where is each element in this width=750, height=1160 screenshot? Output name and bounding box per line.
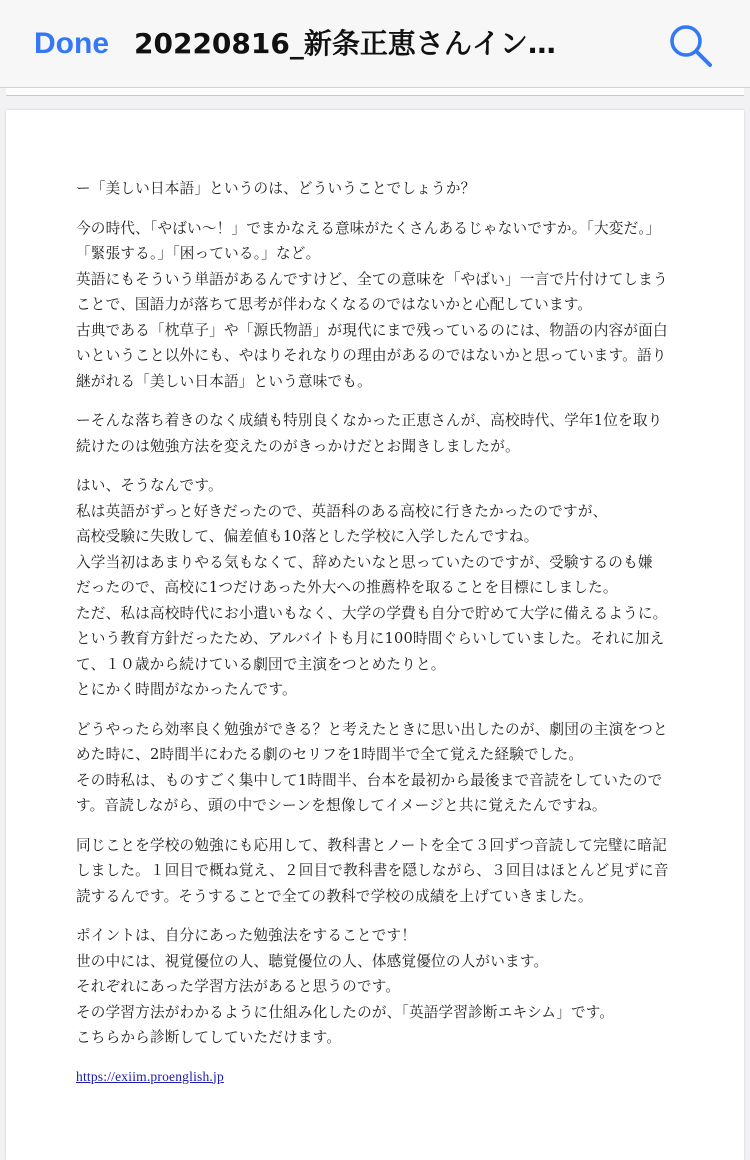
- paragraph: [76, 176, 681, 202]
- text-line: 古典である「枕草子」や「源氏物語」が現代にまで残っているのには、物語の内容が面白: [76, 321, 668, 339]
- paragraph: [76, 717, 681, 819]
- done-button[interactable]: Done: [34, 27, 109, 60]
- text-line: 英語にもそういう単語があるんですけど、全ての意味を「やばい」一言で片付けてしまう: [76, 270, 668, 288]
- text-line: だったので、高校に1つだけあった外大への推薦枠を取ることを目標にしました。: [76, 579, 618, 596]
- text-line: めた時に、2時間半にわたる劇のセリフを1時間半で全て覚えた経験でした。: [76, 746, 584, 763]
- text-line: 世の中には、視覚優位の人、聴覚優位の人、体感覚優位の人がいます。: [76, 952, 549, 970]
- text-line: 高校受験に失敗して、偏差値も10落とした学校に入学したんですね。: [76, 528, 539, 545]
- text-line: それぞれにあった学習方法があると思うのです。: [76, 978, 401, 995]
- text-line: 同じことを学校の勉強にも応用して、教科書とノートを全て３回ずつ音読して完璧に暗記: [76, 836, 668, 854]
- text-line: どうやったら効率良く勉強ができる？と考えたときに思い出したのが、劇団の主演をつと: [76, 720, 668, 738]
- document-page[interactable]: [6, 110, 744, 1160]
- text-line: 読するんです。そうすることで全ての教科で学校の成績を上げていきました。: [76, 887, 593, 905]
- text-line: その学習方法がわかるように仕組み化したのが、「英語学習診断エキシム」です。: [76, 1003, 615, 1021]
- search-icon: [666, 22, 716, 68]
- text-line: ポイントは、自分にあった勉強法をすることです！: [76, 927, 417, 944]
- document-body: [76, 176, 681, 1085]
- text-line: て、１０歳から続けている劇団で主演をつとめたりと。: [76, 655, 446, 673]
- text-line: いということ以外にも、やはりそれなりの理由があるのではないかと思っています。語り: [76, 347, 667, 364]
- text-line: しました。１回目で概ね覚え、２回目で教科書を隠しながら、３回目はほとんど見ずに音: [76, 862, 669, 879]
- text-line: 「緊張する。」「困っている。」など。: [76, 245, 321, 262]
- text-line: ただ、私は高校時代にお小遣いもなく、大学の学費も自分で貯めて大学に備えるように。: [76, 604, 668, 622]
- text-line: こちらから診断してしていただけます。: [76, 1029, 342, 1046]
- paragraph: [76, 833, 681, 910]
- text-line: その時私は、ものすごく集中して1時間半、台本を最初から最後まで音読をしていたので: [76, 771, 663, 789]
- exiim-link[interactable]: https://exiim.proenglish.jp: [76, 1068, 224, 1084]
- text-line: ー「美しい日本語」というのは、どういうことでしょうか？: [76, 180, 476, 197]
- text-line: 入学当初はあまりやる気もなくて、辞めたいなと思っていたのですが、受験するのも嫌: [76, 553, 653, 571]
- paragraph: [76, 216, 681, 395]
- text-line: とにかく時間がなかったんです。: [76, 681, 297, 698]
- text-line: 今の時代、「やばい〜！」でまかなえる意味がたくさんあるじゃないですか。「大変だ。」: [76, 219, 661, 237]
- previous-page-edge: [6, 88, 744, 96]
- paragraph: [76, 408, 681, 459]
- text-line: はい、そうなんです。: [76, 477, 223, 494]
- paragraph: [76, 923, 681, 1051]
- search-button[interactable]: [666, 22, 716, 68]
- text-line: 続けたのは勉強方法を変えたのがきっかけだとお聞きしましたが。: [76, 437, 520, 455]
- document-title: 20220816_新条正恵さんイン…: [134, 27, 556, 60]
- text-line: ーそんな落ち着きのなく成績も特別良くなかった正恵さんが、高校時代、学年1位を取り: [76, 412, 663, 429]
- text-line: という教育方針だったため、アルバイトも月に100時間ぐらいしていました。それに加え: [76, 630, 665, 647]
- text-line: ことで、国語力が落ちて思考が伴わなくなるのではないかと心配しています。: [76, 296, 593, 313]
- text-line: 継がれる「美しい日本語」という意味でも。: [76, 372, 372, 390]
- navigation-bar: [0, 0, 750, 88]
- paragraph: [76, 473, 681, 703]
- text-line: す。音読しながら、頭の中でシーンを想像してイメージと共に覚えたんですね。: [76, 797, 607, 814]
- text-line: 私は英語がずっと好きだったので、英語科のある高校に行きたかったのですが、: [76, 502, 608, 520]
